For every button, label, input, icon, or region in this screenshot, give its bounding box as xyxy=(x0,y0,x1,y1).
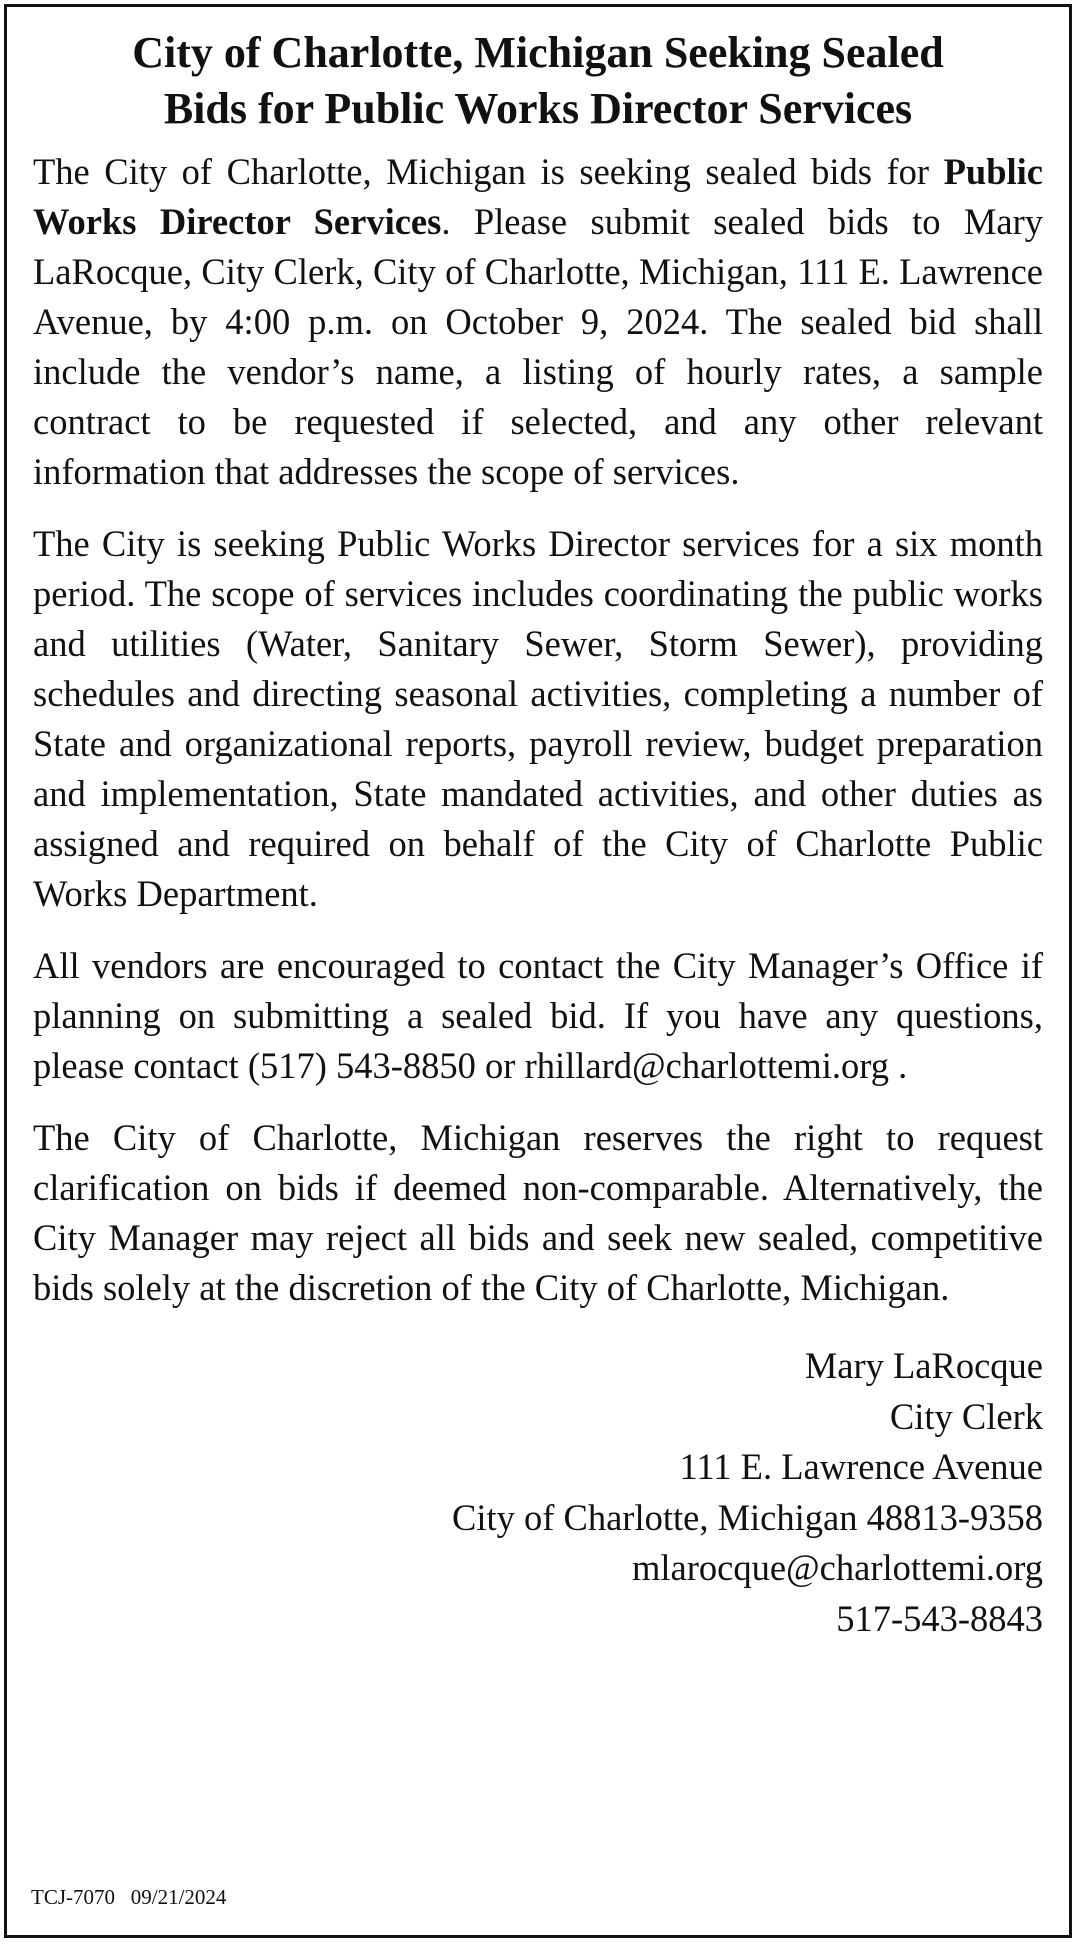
paragraph-contact: All vendors are encouraged to contact the City Manager’s Office if planning on submitting a sealed bid. If you have any questions, please contact (517) 543-8850 or rhillard@charlottemi.org . xyxy=(33,945,1043,1086)
signature-block xyxy=(33,1341,1043,1644)
notice-date: 09/21/2024 xyxy=(130,1885,227,1909)
paragraph-1-rest: . Please submit sealed bids to Mary LaRocque, City Clerk, City of Charlotte, Michigan, 111 E. Lawrence Avenue, by 4:00 p.m. on October 9, 2024. The sealed bid shall include the vendor’s name, a listing of hourly rates, a sample contract to be requested if selected, and any other relevant information that addresses the scope of services. xyxy=(33,201,1043,492)
paragraph-1-lead: The City of Charlotte, Michigan is seeking sealed bids for xyxy=(33,151,944,192)
signer-email: mlarocque@charlottemi.org xyxy=(632,1547,1043,1588)
signer-phone: 517-543-8843 xyxy=(836,1597,1043,1639)
signer-name: Mary LaRocque xyxy=(804,1345,1043,1386)
notice-title xyxy=(31,25,1045,137)
notice-footer xyxy=(31,1885,226,1909)
title-line-1: City of Charlotte, Michigan Seeking Sealed xyxy=(132,28,944,77)
signer-role: City Clerk xyxy=(889,1395,1043,1437)
notice-code: TCJ-7070 xyxy=(31,1885,115,1909)
paragraph-bid-submission xyxy=(33,147,1043,497)
paragraph-reservation: The City of Charlotte, Michigan reserves the right to request clarification on bids if deemed non-comparable. Alternatively, the City Manager may reject all bids and seek new sealed, competitive bids solely at the discretion of the City of Charlotte, Michigan. xyxy=(33,1117,1043,1308)
signer-street: 111 E. Lawrence Avenue xyxy=(679,1446,1043,1487)
service-name: Public Works Director Services xyxy=(33,151,1043,242)
paragraph-scope-of-services: The City is seeking Public Works Director services for a six month period. The scope of services includes coordinating the public works and utilities (Water, Sanitary Sewer, Storm Sewer), providing schedules and directing seasonal activities, completing a number of State and organizational reports, payroll review, budget preparation and implementation, State mandated activities, and other duties as assigned and required on behalf of the City of Charlotte Public Works Department. xyxy=(33,523,1043,914)
legal-notice xyxy=(4,4,1072,1938)
title-line-2: Bids for Public Works Director Services xyxy=(163,84,913,133)
signer-city: City of Charlotte, Michigan 48813-9358 xyxy=(451,1496,1043,1538)
notice-body xyxy=(33,147,1043,1313)
